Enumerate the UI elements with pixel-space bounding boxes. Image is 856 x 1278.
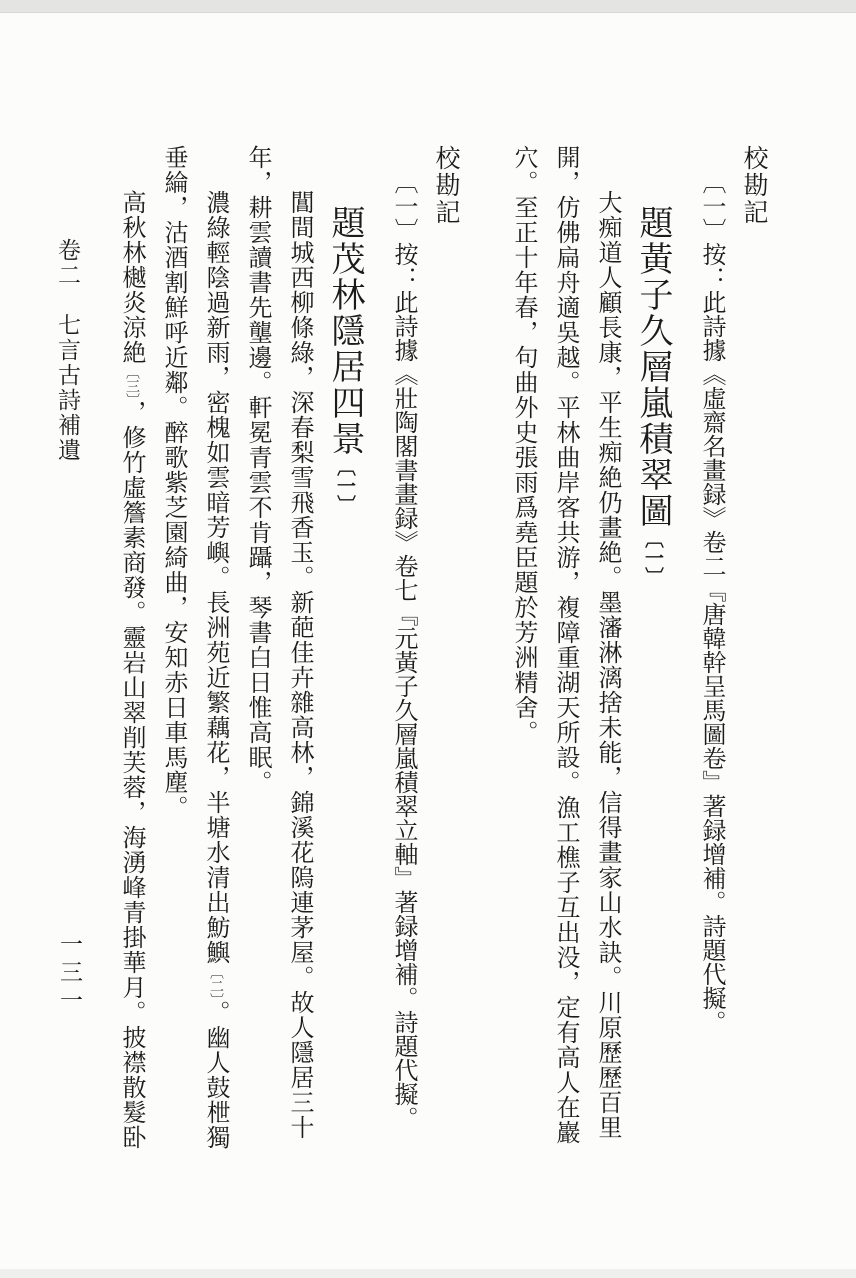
colophon-heading: 校勘記 bbox=[432, 145, 459, 226]
poem-stanza: 大痴道人顧長康，平生痴絶仍畫絶。墨瀋淋漓捨未能，信得畫家山水訣。川原歷歷百里開，仿佛扁舟適吳越。平林曲岸客共游，複障重湖天所設。漁工樵子互出没，定有高人在巖穴。至正十年春，句曲外史張雨爲堯臣題於芳洲精舍。 bbox=[510, 145, 620, 1145]
stanza-text: ，修竹虛簷素商發。靈岩山翠削芙蓉，海湧峰青掛華月。披襟散髮卧 bbox=[118, 400, 144, 1150]
poem-maolin-yinju bbox=[110, 145, 368, 1165]
note-ref-icon: 〔一〕 bbox=[642, 529, 663, 586]
poem-title-text: 題黃子久層嵐積翠圖 bbox=[634, 205, 671, 529]
poem-huang-zijiu bbox=[502, 145, 676, 1165]
page-number: 一三一 bbox=[57, 932, 82, 1016]
colophon-note: 〔一〕按：此詩據《壯陶閣書畫録》卷七『元黃子久層嵐積翠立軸』著録增補。詩題代擬。 bbox=[390, 170, 416, 1130]
stanza-text: 。幽人鼓枻獨垂綸，沽酒割鮮呼近鄰。醉歌紫芝園綺曲，安知赤日車馬塵。 bbox=[160, 145, 228, 1150]
vertical-text-block bbox=[74, 145, 774, 1165]
stanza-text: 高秋林樾炎涼絶 bbox=[118, 190, 144, 365]
poem-stanza-1: 閶間城西柳條綠，深春梨雪飛香玉。新葩佳卉雜高林，錦溪花隖連茅屋。故人隱居三十年，耕雲讀書先壟邊。軒冕青雲不肯躡，琴書白日惟高眠。 bbox=[244, 145, 312, 1140]
colophon-heading: 校勘記 bbox=[740, 145, 767, 226]
note-ref-icon: 〔一〕 bbox=[334, 457, 355, 514]
running-title: 卷二 七言古詩補遺 bbox=[55, 238, 80, 463]
poem-title bbox=[320, 145, 368, 1165]
poem-title bbox=[628, 145, 676, 1165]
poem-title-text: 題茂林隱居四景 bbox=[326, 205, 363, 457]
poem-stanza-3 bbox=[110, 145, 152, 1165]
note-ref-icon: 〔二〕 bbox=[208, 965, 223, 1000]
note-ref-icon: 〔三〕 bbox=[124, 365, 139, 400]
colophon-previous-poem bbox=[690, 145, 774, 1165]
poem-stanza-2 bbox=[152, 145, 236, 1165]
colophon-note: 〔一〕按：此詩據《虛齋名畫録》卷二『唐韓幹呈馬圖卷』著録增補。詩題代擬。 bbox=[698, 170, 724, 1034]
scan-top-edge bbox=[0, 0, 856, 13]
colophon-poem-1 bbox=[382, 145, 466, 1165]
stanza-text: 濃綠輕陰過新雨，密槐如雲暗芳嶼。長洲苑近繁藕花，半塘水清出魴鱮 bbox=[202, 190, 228, 965]
scan-bottom-edge bbox=[0, 1269, 856, 1278]
